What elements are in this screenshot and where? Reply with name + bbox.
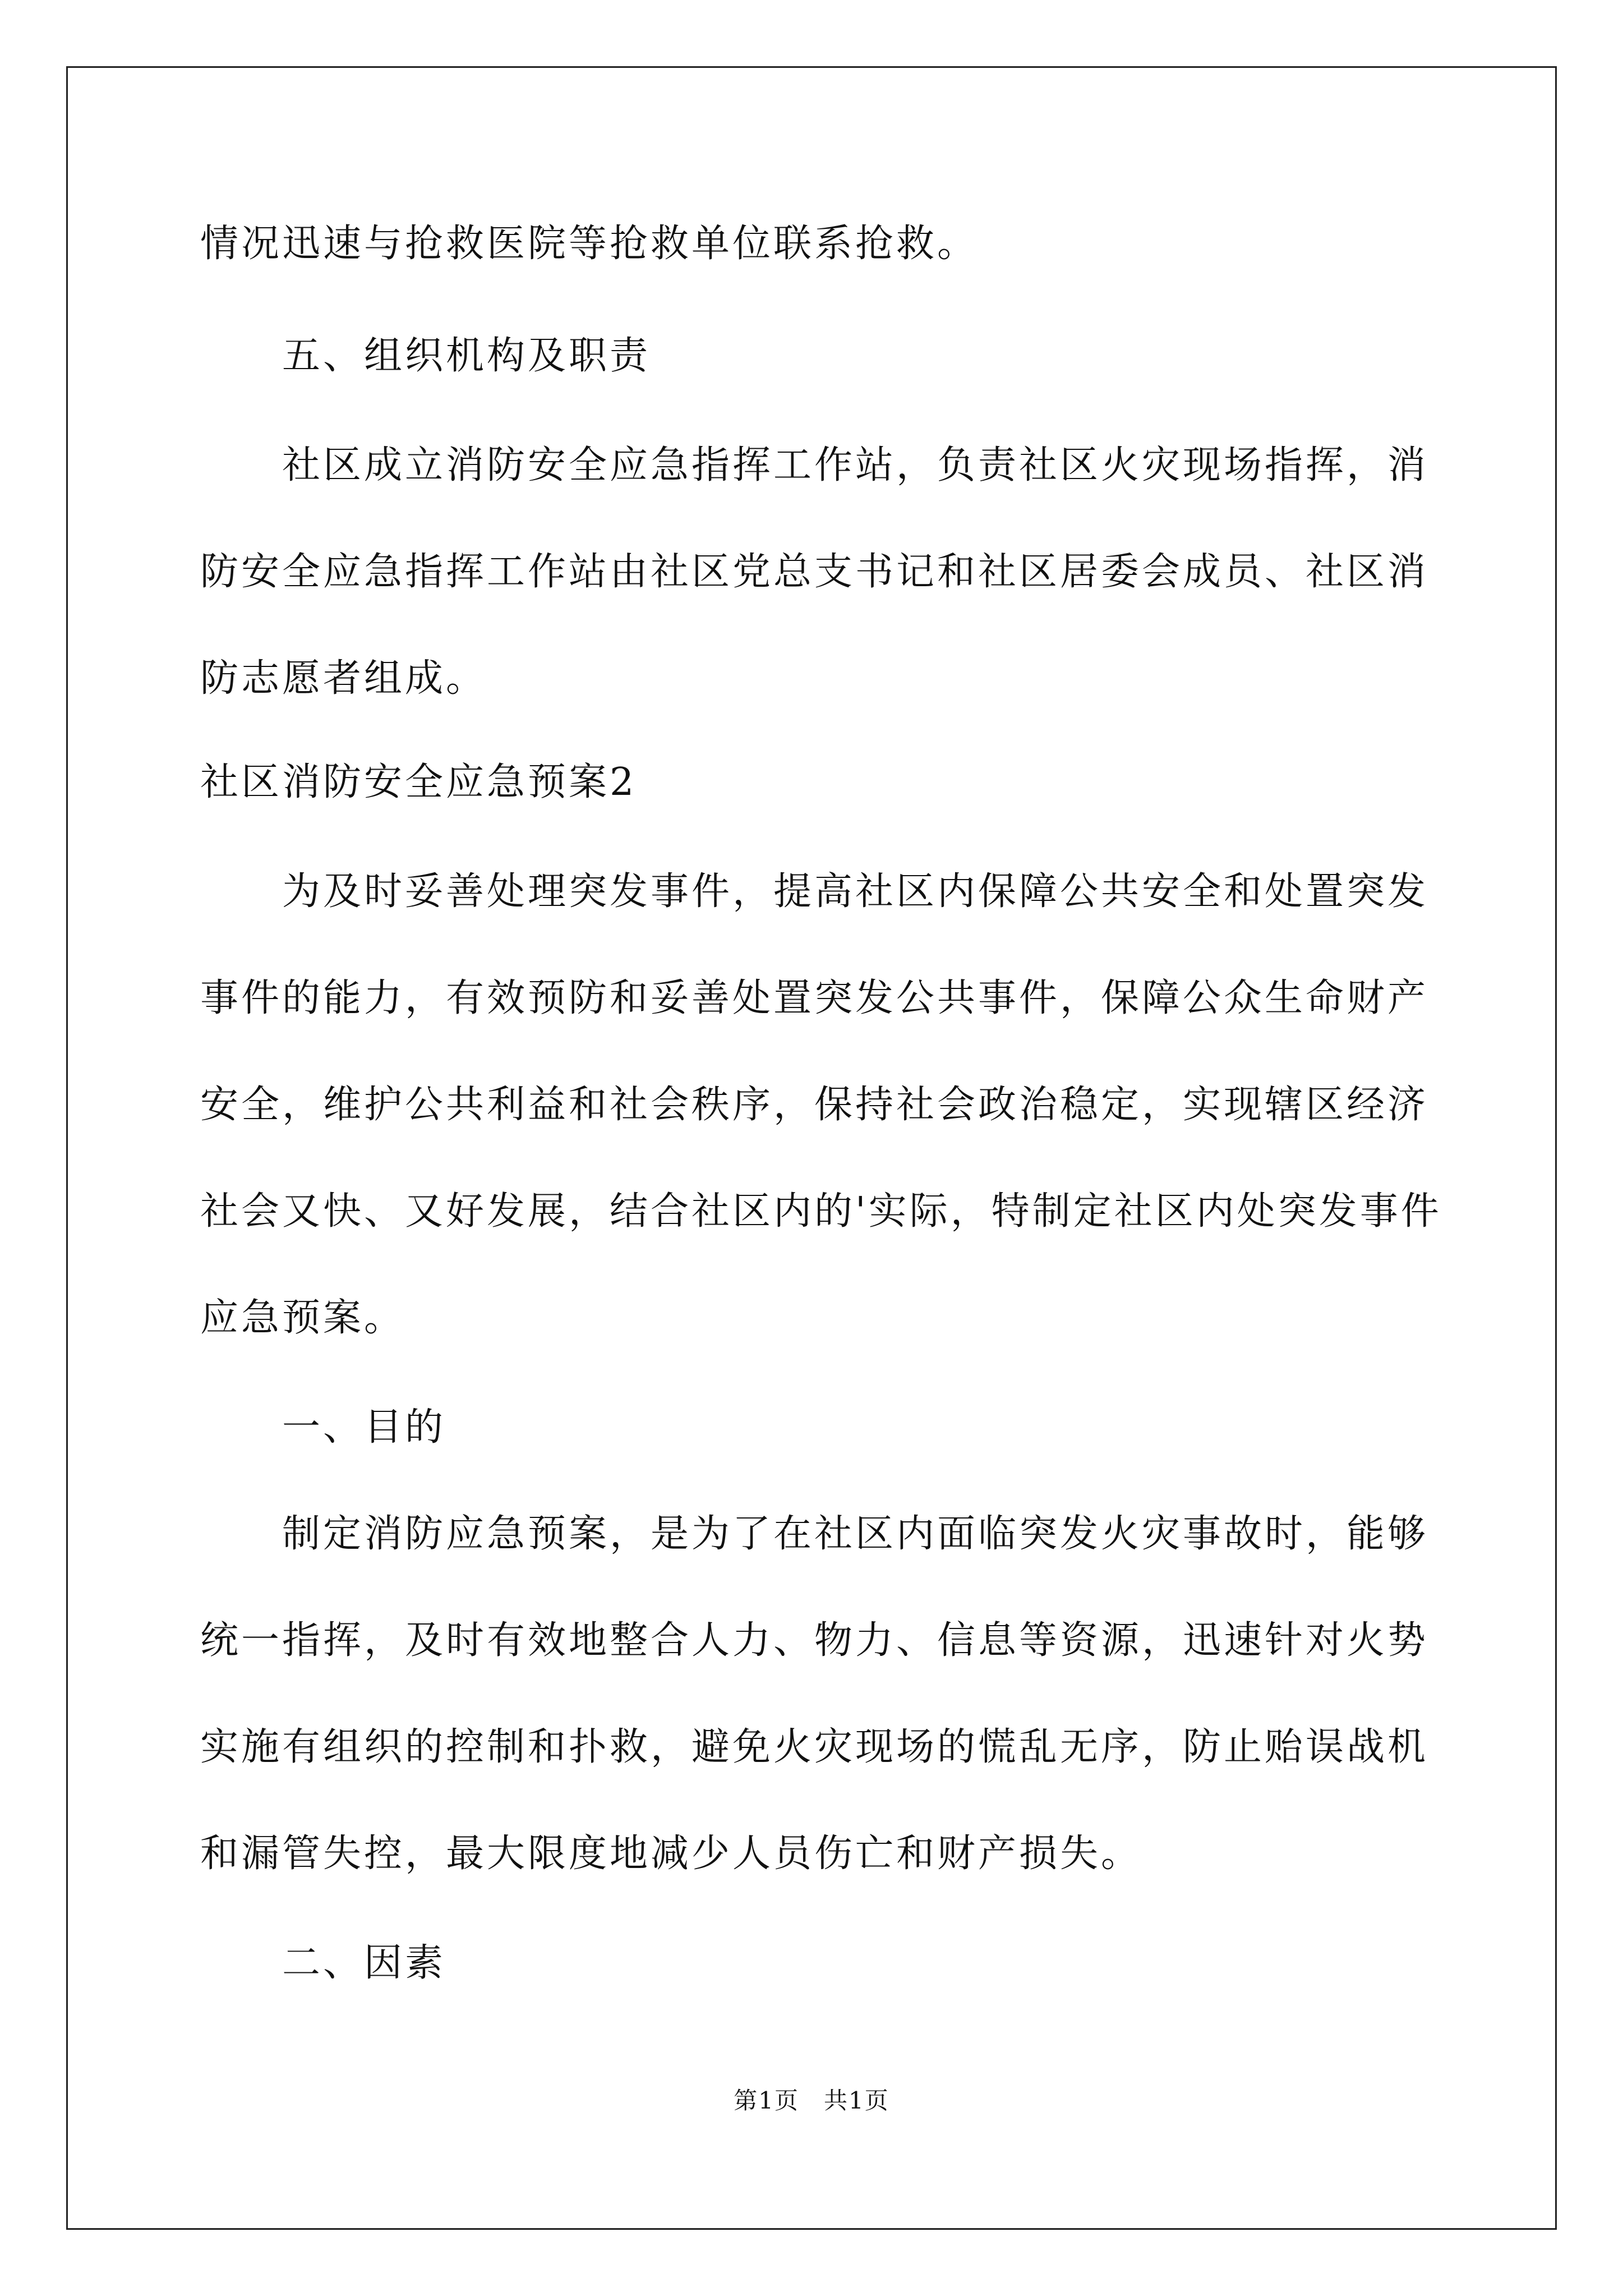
body-text-line: 社会又快、又好发展，结合社区内的'实际，特制定社区内处突发事件: [200, 1189, 1442, 1234]
section-heading: 一、目的: [282, 1405, 446, 1450]
body-text-line: 应急预案。: [200, 1296, 405, 1340]
paragraph-first-line: 制定消防应急预案，是为了在社区内面临突发火灾事故时，能够: [282, 1512, 1429, 1556]
body-text-line: 安全，维护公共利益和社会秩序，保持社会政治稳定，实现辖区经济: [200, 1083, 1429, 1127]
section-heading: 二、因素: [282, 1941, 446, 1985]
body-text-line: 防志愿者组成。: [200, 656, 487, 701]
section-heading: 五、组织机构及职责: [282, 334, 651, 378]
paragraph-first-line: 为及时妥善处理突发事件，提高社区内保障公共安全和处置突发: [282, 869, 1429, 914]
body-text-line: 事件的能力，有效预防和妥善处置突发公共事件，保障公众生命财产: [200, 976, 1429, 1020]
body-text-line: 实施有组织的控制和扑救，避免火灾现场的慌乱无序，防止贻误战机: [200, 1725, 1429, 1769]
page-footer: 第1页 共1页: [734, 2087, 889, 2114]
body-text-line: 防安全应急指挥工作站由社区党总支书记和社区居委会成员、社区消: [200, 550, 1429, 594]
body-text-line: 情况迅速与抢救医院等抢救单位联系抢救。: [200, 222, 979, 266]
document-title: 社区消防安全应急预案2: [200, 760, 637, 804]
page-border: [66, 66, 1557, 2230]
paragraph-first-line: 社区成立消防安全应急指挥工作站，负责社区火灾现场指挥，消: [282, 443, 1429, 487]
body-text-line: 统一指挥，及时有效地整合人力、物力、信息等资源，迅速针对火势: [200, 1618, 1429, 1663]
body-text-line: 和漏管失控，最大限度地减少人员伤亡和财产损失。: [200, 1832, 1142, 1876]
